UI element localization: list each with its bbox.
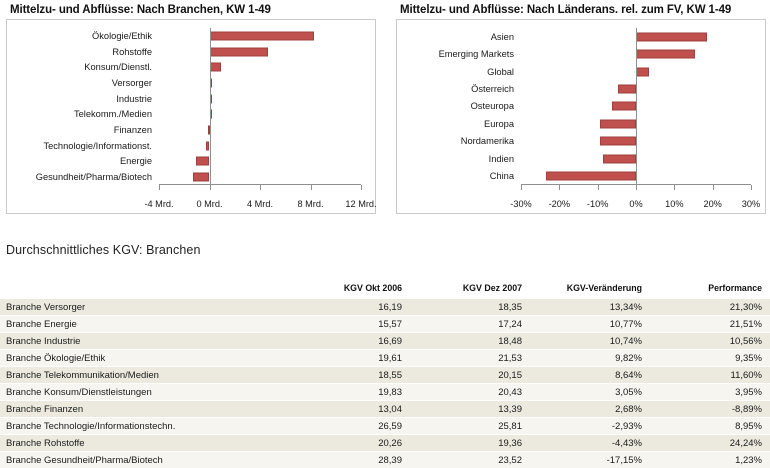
table-row	[0, 384, 770, 401]
bar	[210, 31, 315, 40]
table-row	[0, 350, 770, 367]
cell-branche-name: Branche Finanzen	[0, 401, 290, 418]
cell-performance: 21,51%	[650, 316, 770, 333]
cell-kgv-change: -2,93%	[530, 418, 650, 435]
bar	[600, 119, 636, 128]
category-label: Versorger	[11, 75, 157, 91]
bar	[636, 50, 695, 59]
cell-performance: 9,35%	[650, 350, 770, 367]
cell-performance: 1,23%	[650, 452, 770, 468]
category-label: Osteuropa	[401, 98, 519, 115]
category-label: Europa	[401, 115, 519, 132]
axis-tick	[674, 185, 675, 190]
table-row	[0, 367, 770, 384]
bar	[612, 102, 636, 111]
category-label: Industrie	[11, 91, 157, 107]
category-label: Konsum/Dienstl.	[11, 59, 157, 75]
axis-tick-label: 12 Mrd.	[345, 199, 376, 209]
axis-tick	[598, 185, 599, 190]
bar-row	[159, 154, 361, 170]
cell-kgv-change: -17,15%	[530, 452, 650, 468]
column-header-kgv-2006: KGV Okt 2006	[290, 280, 410, 299]
axis-tick	[311, 185, 312, 190]
bar-row	[159, 107, 361, 123]
column-header-performance: Performance	[650, 280, 770, 299]
axis-tick	[559, 185, 560, 190]
cell-kgv-2006: 18,55	[290, 367, 410, 384]
axis-tick-label: 0%	[629, 199, 642, 209]
column-header-kgv-change: KGV-Veränderung	[530, 280, 650, 299]
axis-tick-label: 4 Mrd.	[247, 199, 273, 209]
bar	[636, 32, 707, 41]
category-label: Indien	[401, 150, 519, 167]
table-row	[0, 401, 770, 418]
axis-tick-label: 0 Mrd.	[196, 199, 222, 209]
bar-row	[159, 122, 361, 138]
cell-kgv-2007: 19,36	[410, 435, 530, 452]
chart-box-branchen	[6, 19, 376, 214]
bar	[600, 137, 636, 146]
category-labels-branchen	[11, 28, 157, 185]
category-label: Gesundheit/Pharma/Biotech	[11, 169, 157, 185]
cell-performance: -8,89%	[650, 401, 770, 418]
category-label: Ökologie/Ethik	[11, 28, 157, 44]
category-label: China	[401, 168, 519, 185]
page-title: Durchschnittliches KGV: Branchen	[6, 243, 201, 257]
axis-tick-label: 8 Mrd.	[297, 199, 323, 209]
cell-kgv-2006: 26,59	[290, 418, 410, 435]
category-label: Finanzen	[11, 122, 157, 138]
zero-axis-line	[636, 28, 637, 185]
cell-kgv-change: 10,74%	[530, 333, 650, 350]
cell-performance: 8,95%	[650, 418, 770, 435]
table-row	[0, 452, 770, 468]
axis-tick-label: -10%	[587, 199, 608, 209]
bar	[636, 67, 649, 76]
cell-branche-name: Branche Telekommunikation/Medien	[0, 367, 290, 384]
bar-row	[159, 91, 361, 107]
cell-kgv-2006: 16,19	[290, 299, 410, 316]
cell-kgv-change: 9,82%	[530, 350, 650, 367]
bar-row	[159, 138, 361, 154]
cell-kgv-2007: 20,43	[410, 384, 530, 401]
category-label: Global	[401, 63, 519, 80]
cell-kgv-2007: 21,53	[410, 350, 530, 367]
bar-row	[159, 28, 361, 44]
cell-kgv-2007: 13,39	[410, 401, 530, 418]
table-row	[0, 418, 770, 435]
cell-kgv-2007: 17,24	[410, 316, 530, 333]
cell-branche-name: Branche Rohstoffe	[0, 435, 290, 452]
category-label: Asien	[401, 28, 519, 45]
axis-tick-label: 10%	[665, 199, 683, 209]
plot-area-branchen	[159, 28, 361, 185]
category-label: Österreich	[401, 80, 519, 97]
plot-area-laender	[521, 28, 751, 185]
table-header-row	[0, 280, 770, 299]
cell-kgv-2007: 23,52	[410, 452, 530, 468]
bar	[193, 173, 209, 182]
category-label: Technologie/Informationst.	[11, 138, 157, 154]
zero-axis-line	[210, 28, 211, 185]
axis-tick	[260, 185, 261, 190]
bar	[618, 85, 636, 94]
cell-kgv-2006: 20,26	[290, 435, 410, 452]
cell-kgv-2006: 15,57	[290, 316, 410, 333]
category-labels-laender	[401, 28, 519, 185]
cell-kgv-2007: 18,35	[410, 299, 530, 316]
axis-tick	[361, 185, 362, 190]
axis-tick	[521, 185, 522, 190]
table-row	[0, 316, 770, 333]
axis-tick	[751, 185, 752, 190]
cell-kgv-change: 3,05%	[530, 384, 650, 401]
category-label: Rohstoffe	[11, 44, 157, 60]
cell-kgv-2007: 18,48	[410, 333, 530, 350]
bar-row	[159, 44, 361, 60]
cell-performance: 24,24%	[650, 435, 770, 452]
cell-kgv-2007: 20,15	[410, 367, 530, 384]
table-row	[0, 299, 770, 316]
chart-box-laender	[396, 19, 766, 214]
axis-tick-label: -30%	[510, 199, 531, 209]
axis-tick	[159, 185, 160, 190]
bar	[546, 172, 636, 181]
bar	[210, 47, 268, 56]
bar	[196, 157, 209, 166]
bar-row	[159, 169, 361, 185]
bar-row	[159, 59, 361, 75]
cell-branche-name: Branche Technologie/Informationstechn.	[0, 418, 290, 435]
kgv-table	[0, 280, 770, 468]
category-label: Telekomm./Medien	[11, 107, 157, 123]
cell-branche-name: Branche Ökologie/Ethik	[0, 350, 290, 367]
cell-kgv-2006: 19,61	[290, 350, 410, 367]
chart-panel-laender	[396, 0, 766, 214]
chart-title-branchen: Mittelzu- und Abflüsse: Nach Branchen, KW 1-49	[10, 4, 376, 16]
column-header-kgv-2007: KGV Dez 2007	[410, 280, 530, 299]
category-label: Energie	[11, 154, 157, 170]
cell-kgv-change: 13,34%	[530, 299, 650, 316]
bar-row	[159, 75, 361, 91]
chart-panel-branchen	[6, 0, 376, 214]
cell-branche-name: Branche Gesundheit/Pharma/Biotech	[0, 452, 290, 468]
cell-kgv-2006: 28,39	[290, 452, 410, 468]
axis-tick-label: 30%	[742, 199, 760, 209]
bar	[210, 63, 222, 72]
bar	[603, 154, 636, 163]
cell-kgv-change: 10,77%	[530, 316, 650, 333]
axis-tick-label: -20%	[549, 199, 570, 209]
axis-tick-label: 20%	[703, 199, 721, 209]
cell-performance: 3,95%	[650, 384, 770, 401]
axis-tick	[636, 185, 637, 190]
cell-branche-name: Branche Energie	[0, 316, 290, 333]
category-label: Nordamerika	[401, 133, 519, 150]
cell-branche-name: Branche Konsum/Dienstleistungen	[0, 384, 290, 401]
table-row	[0, 435, 770, 452]
cell-kgv-2006: 16,69	[290, 333, 410, 350]
cell-performance: 10,56%	[650, 333, 770, 350]
cell-branche-name: Branche Industrie	[0, 333, 290, 350]
cell-performance: 11,60%	[650, 367, 770, 384]
bar-series-branchen	[159, 28, 361, 185]
cell-branche-name: Branche Versorger	[0, 299, 290, 316]
cell-kgv-2007: 25,81	[410, 418, 530, 435]
cell-kgv-2006: 13,04	[290, 401, 410, 418]
axis-tick	[210, 185, 211, 190]
category-label: Emerging Markets	[401, 45, 519, 62]
cell-kgv-change: 8,64%	[530, 367, 650, 384]
cell-kgv-change: -4,43%	[530, 435, 650, 452]
axis-tick-label: -4 Mrd.	[144, 199, 173, 209]
cell-kgv-change: 2,68%	[530, 401, 650, 418]
chart-title-laender: Mittelzu- und Abflüsse: Nach Länderans. rel. zum FV, KW 1-49	[400, 4, 766, 16]
cell-performance: 21,30%	[650, 299, 770, 316]
table-row	[0, 333, 770, 350]
axis-tick	[713, 185, 714, 190]
column-header-branche	[0, 280, 290, 299]
cell-kgv-2006: 19,83	[290, 384, 410, 401]
